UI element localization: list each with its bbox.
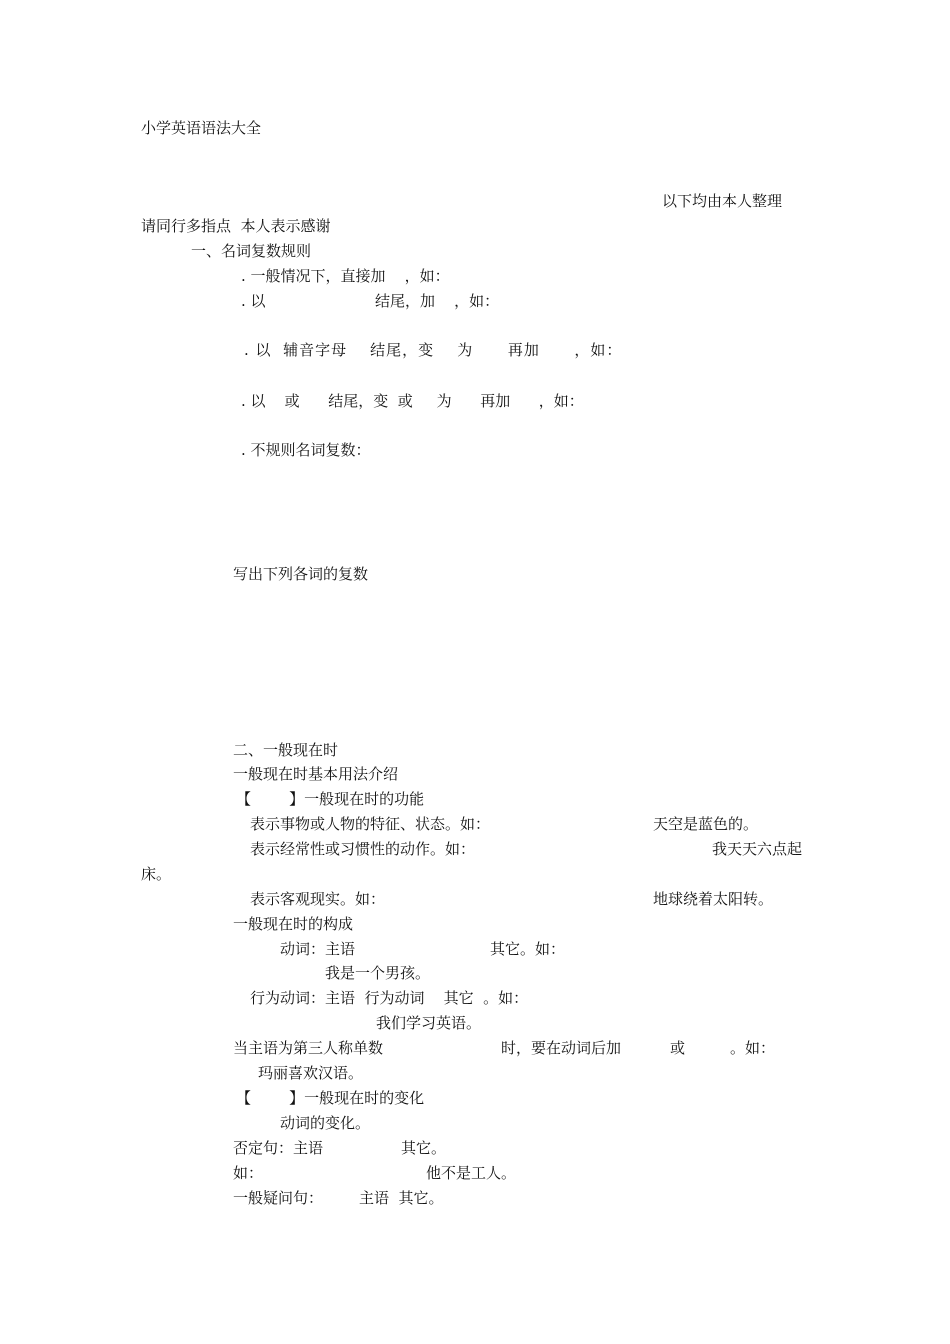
function-2-example-wrap: 床。 [141,865,172,883]
rule-2-start: . 以 [241,292,266,310]
third-person-rule-mid: 时，要在动词后加 [501,1039,622,1057]
be-form-end: 其它。如： [490,940,566,958]
document-title: 小学英语语法大全 [141,119,262,137]
rule-3: . 以 辅音字母 结尾，变 为 再加 ，如： [244,341,623,359]
negative-example-label: 如： [233,1164,264,1182]
negative-form-start: 否定句：主语 [233,1139,324,1157]
function-3-example: 地球绕着太阳转。 [653,890,774,908]
function-3-label: 表示客观现实。如： [250,890,386,908]
rule-2-end: 结尾，加 ，如： [375,292,500,310]
rule-4: . 以 或 结尾，变 或 为 再加 ，如： [241,392,584,410]
action-verb-form: 行为动词：主语 行为动词 其它 。如： [250,989,529,1007]
function-heading: 【 】一般现在时的功能 [236,790,425,808]
question-form-start: 一般疑问句： [233,1189,324,1207]
intro-line-1: 以下均由本人整理 [662,192,783,210]
function-1-example: 天空是蓝色的。 [653,815,759,833]
exercise-heading: 写出下列各词的复数 [233,565,369,583]
question-form-end: 主语 其它。 [359,1189,444,1207]
rule-1: . 一般情况下，直接加 ，如： [241,267,450,285]
form-heading: 一般现在时的构成 [233,915,354,933]
third-person-rule-or: 或 [670,1039,686,1057]
negative-example: 他不是工人。 [426,1164,517,1182]
function-1-label: 表示事物或人物的特征、状态。如： [250,815,491,833]
action-verb-example: 我们学习英语。 [376,1014,482,1032]
third-person-rule-end: 。如： [730,1039,776,1057]
be-change: 动词的变化。 [280,1114,371,1132]
change-heading: 【 】一般现在时的变化 [236,1089,425,1107]
third-person-example: 玛丽喜欢汉语。 [258,1064,364,1082]
rule-5: . 不规则名词复数： [241,441,371,459]
intro-line-2: 请同行多指点 本人表示感谢 [141,217,331,235]
present-tense-intro: 一般现在时基本用法介绍 [233,765,399,783]
be-form-start: 动词：主语 [280,940,356,958]
third-person-rule-start: 当主语为第三人称单数 [233,1039,384,1057]
function-2-example: 我天天六点起 [712,840,803,858]
function-2-label: 表示经常性或习惯性的动作。如： [250,840,476,858]
negative-form-end: 其它。 [401,1139,447,1157]
section1-heading: 一、名词复数规则 [191,242,312,260]
be-form-example: 我是一个男孩。 [325,964,431,982]
section2-heading: 二、一般现在时 [233,741,339,759]
